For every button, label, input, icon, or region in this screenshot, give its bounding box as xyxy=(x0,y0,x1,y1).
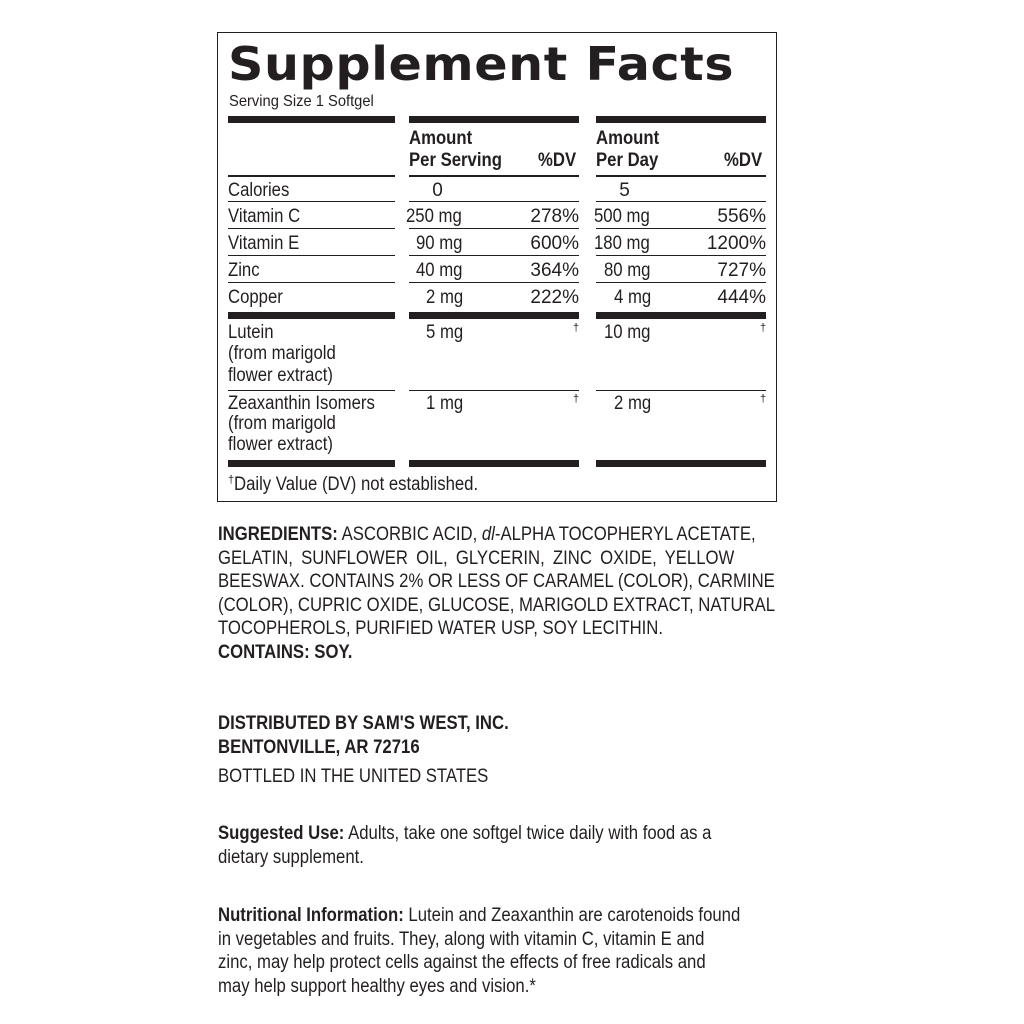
amount-per-day: 4 mg xyxy=(614,287,652,308)
amount-per-day: 180 mg xyxy=(594,233,650,254)
thick-rule xyxy=(596,312,766,319)
row-rule xyxy=(596,282,766,283)
nutrient-name: Calories xyxy=(228,180,290,201)
ingredients-label: INGREDIENTS: xyxy=(218,524,338,545)
amount-per-serving: 0 xyxy=(432,180,443,201)
header-dv-serving: %DV xyxy=(538,150,577,171)
dv-per-serving: 600% xyxy=(530,233,579,254)
dv-per-serving: 364% xyxy=(530,260,579,281)
nutrient-name: Copper xyxy=(228,287,283,308)
header-amount-day: Amount xyxy=(596,128,660,149)
amount-per-serving: 5 mg xyxy=(426,322,464,343)
thick-rule xyxy=(409,312,579,319)
row-rule xyxy=(409,390,579,391)
ingredients-text: -ALPHA TOCOPHERYL ACETATE, xyxy=(494,524,756,545)
bottled-statement: BOTTLED IN THE UNITED STATES xyxy=(218,766,489,787)
amount-per-serving: 1 mg xyxy=(426,393,464,414)
ingredients-text: GELATIN, SUNFLOWER OIL, GLYCERIN, ZINC OXIDE, YELLOW xyxy=(218,547,735,569)
dagger-mark: † xyxy=(573,393,580,405)
nutrient-source: flower extract) xyxy=(228,365,333,386)
row-rule xyxy=(228,228,395,229)
nutrient-source: (from marigold xyxy=(228,343,336,364)
nutritional-info-block xyxy=(218,904,778,998)
distributor-name: DISTRIBUTED BY SAM'S WEST, INC. xyxy=(218,713,509,734)
footnote-dagger: † xyxy=(228,474,235,486)
header-rule xyxy=(596,175,766,177)
row-rule xyxy=(596,201,766,202)
ingredients-text: dl xyxy=(481,524,495,545)
dagger-mark: † xyxy=(573,322,580,334)
ingredients-text: ASCORBIC ACID, xyxy=(337,524,482,545)
amount-per-serving: 250 mg xyxy=(406,206,462,227)
ingredients-text: (COLOR), CUPRIC OXIDE, GLUCOSE, MARIGOLD EXTRACT, NATURAL xyxy=(218,594,776,616)
nutrient-name: Vitamin C xyxy=(228,206,301,227)
row-rule xyxy=(596,228,766,229)
nutrient-name: Lutein xyxy=(228,322,274,343)
suggested-use-text: Adults, take one softgel twice daily with food as a xyxy=(344,823,712,844)
dv-per-serving: 278% xyxy=(530,206,579,227)
nutritional-info-text: may help support healthy eyes and vision.* xyxy=(218,975,536,997)
nutritional-info-text: in vegetables and fruits. They, along with vitamin C, vitamin E and xyxy=(218,928,705,950)
header-per-serving: Per Serving xyxy=(409,150,502,171)
suggested-use-label: Suggested Use: xyxy=(218,823,345,844)
dv-per-day: 444% xyxy=(717,287,766,308)
thick-rule xyxy=(596,460,766,467)
header-dv-day: %DV xyxy=(724,150,763,171)
header-rule xyxy=(409,175,579,177)
dv-per-day: 556% xyxy=(717,206,766,227)
row-rule xyxy=(228,390,395,391)
row-rule xyxy=(596,255,766,256)
dagger-mark: † xyxy=(760,393,767,405)
serving-size: Serving Size 1 Softgel xyxy=(229,93,374,110)
ingredients-text: TOCOPHEROLS, PURIFIED WATER USP, SOY LECITHIN. xyxy=(218,618,664,639)
nutritional-info-text: zinc, may help protect cells against the effects of free radicals and xyxy=(218,952,706,973)
header-amount: Amount xyxy=(409,128,473,149)
ingredients-block xyxy=(218,523,778,664)
amount-per-serving: 2 mg xyxy=(426,287,464,308)
footnote: Daily Value (DV) not established. xyxy=(234,474,479,495)
row-rule xyxy=(228,201,395,202)
amount-per-serving: 40 mg xyxy=(416,260,463,281)
amount-per-day: 500 mg xyxy=(594,206,650,227)
thick-rule xyxy=(596,116,766,123)
amount-per-serving: 90 mg xyxy=(416,233,463,254)
nutrient-source: flower extract) xyxy=(228,434,333,455)
row-rule xyxy=(409,201,579,202)
nutritional-info-label: Nutritional Information: xyxy=(218,905,404,926)
row-rule xyxy=(409,255,579,256)
row-rule xyxy=(228,255,395,256)
nutritional-info-text: Lutein and Zeaxanthin are carotenoids found xyxy=(403,905,741,926)
thick-rule xyxy=(409,116,579,123)
header-rule xyxy=(228,175,395,177)
ingredients-text: BEESWAX. CONTAINS 2% OR LESS OF CARAMEL (COLOR), CARMINE xyxy=(218,571,775,592)
nutrient-name: Zeaxanthin Isomers xyxy=(228,393,375,414)
panel-title: Supplement Facts xyxy=(228,37,735,91)
amount-per-day: 80 mg xyxy=(604,260,651,281)
amount-per-day: 2 mg xyxy=(614,393,652,414)
dv-per-day: 1200% xyxy=(706,233,766,254)
thick-rule xyxy=(228,116,395,123)
dv-per-serving: 222% xyxy=(530,287,579,308)
dv-per-day: 727% xyxy=(717,260,766,281)
amount-per-day: 5 xyxy=(619,180,630,201)
row-rule xyxy=(409,282,579,283)
thick-rule xyxy=(228,312,395,319)
row-rule xyxy=(409,228,579,229)
nutrient-name: Vitamin E xyxy=(228,233,300,254)
suggested-use-block xyxy=(218,822,778,869)
dagger-mark: † xyxy=(760,322,767,334)
row-rule xyxy=(596,390,766,391)
nutrient-source: (from marigold xyxy=(228,413,336,434)
thick-rule xyxy=(409,460,579,467)
header-per-day: Per Day xyxy=(596,150,659,171)
thick-rule xyxy=(228,460,395,467)
nutrient-name: Zinc xyxy=(228,260,260,281)
row-rule xyxy=(228,282,395,283)
allergen-statement: CONTAINS: SOY. xyxy=(218,641,353,663)
distributor-address: BENTONVILLE, AR 72716 xyxy=(218,737,420,758)
suggested-use-text: dietary supplement. xyxy=(218,846,364,868)
amount-per-day: 10 mg xyxy=(604,322,651,343)
